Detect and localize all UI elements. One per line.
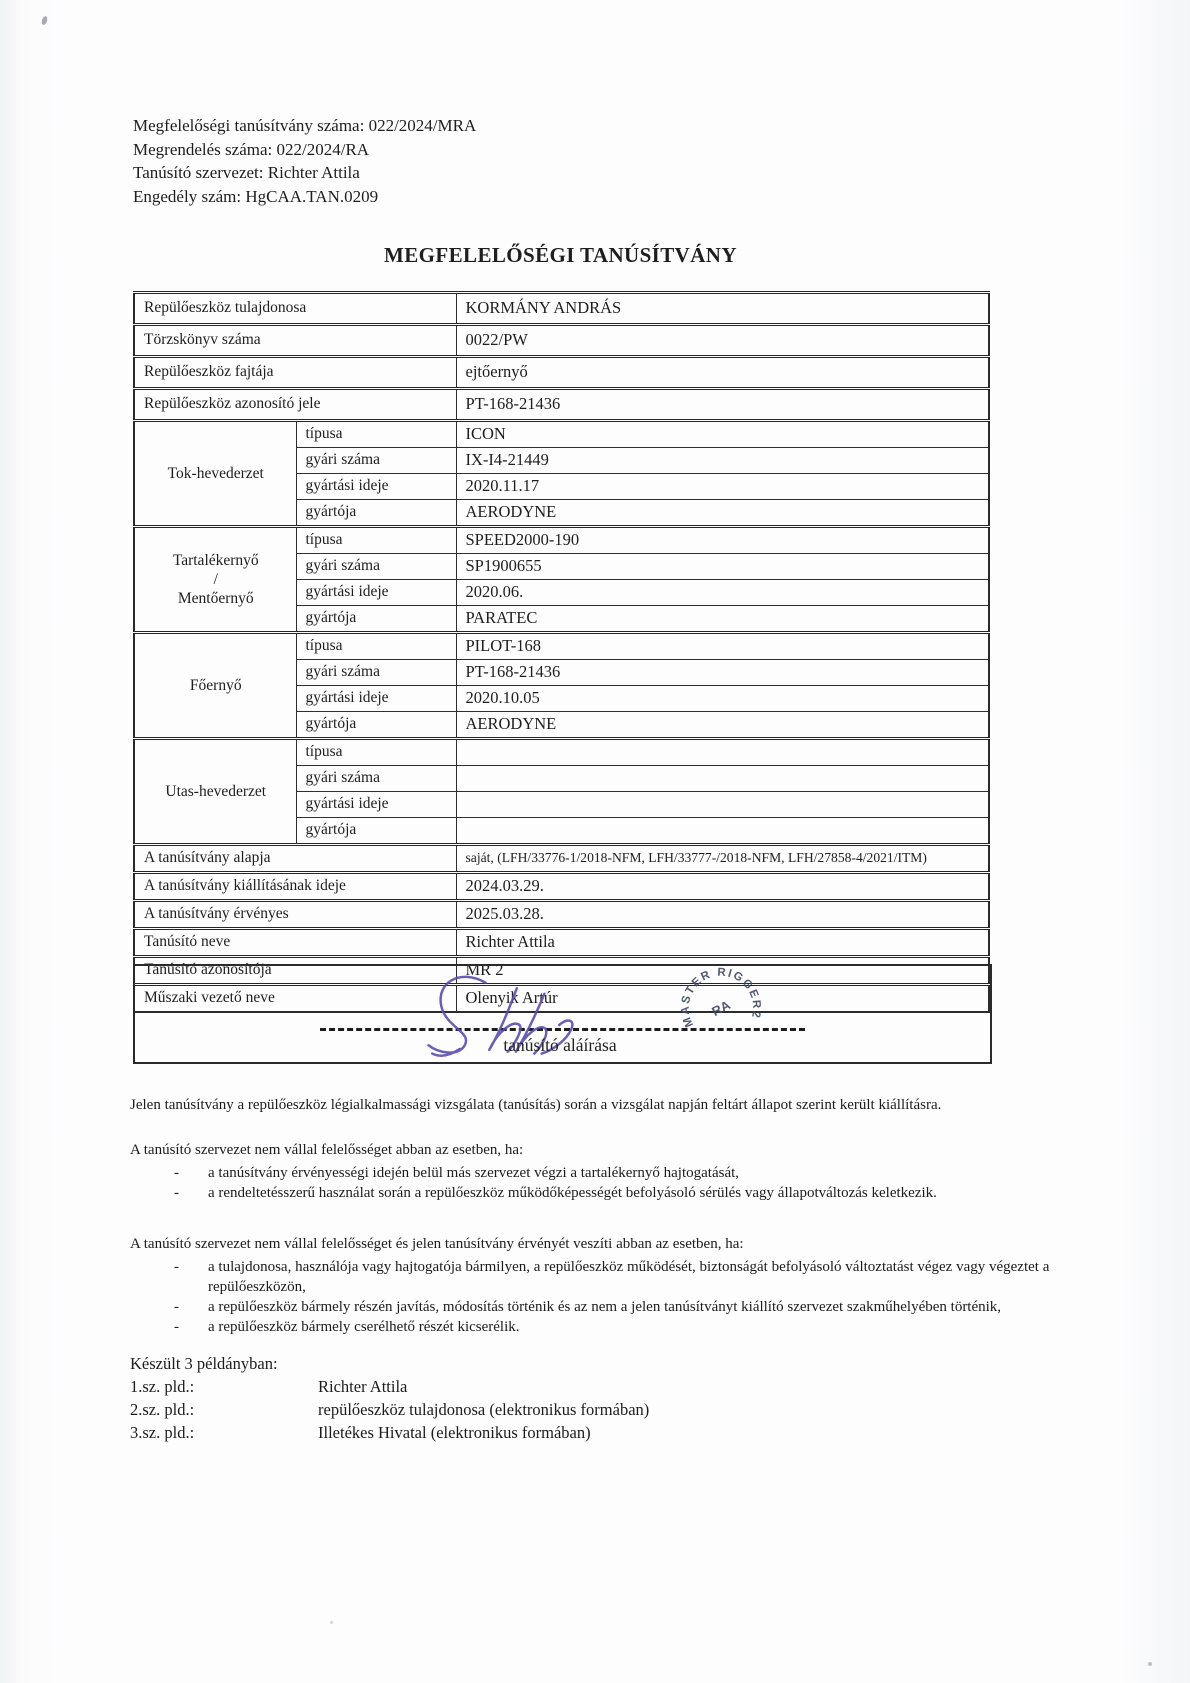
sub-label: gyári száma (296, 448, 456, 474)
disclaimer-2-item: - a repülőeszköz bármely részén javítás, módosítás történik és az nem a jelen tanúsítványt kiállító szervezet szakműhelyében történik, (130, 1297, 1065, 1317)
sub-label: gyártási ideje (296, 792, 456, 818)
sub-value: IX-I4-21449 (456, 448, 989, 474)
scan-speck (41, 15, 49, 25)
row-label: Tanúsító azonosítója (134, 957, 456, 985)
sub-value: AERODYNE (456, 712, 989, 739)
copy-row (130, 1375, 1065, 1398)
table-row (134, 527, 989, 554)
disclaimer-2-item: - a tulajdonosa, használója vagy hajtogatója bármilyen, a repülőeszköz működését, biztonságát befolyásoló változtatást végez vagy végeztet a repülőeszközön, (130, 1257, 1065, 1297)
bullet-dash: - (174, 1319, 179, 1335)
sub-label: gyártója (296, 818, 456, 845)
table-row (134, 325, 989, 357)
table-row (134, 389, 989, 421)
certificate-table (133, 291, 990, 1013)
sub-label: típusa (296, 633, 456, 660)
disclaimer-2-heading: A tanúsító szervezet nem vállal felelősséget és jelen tanúsítvány érvényét veszíti abban az esetben, ha: (130, 1236, 744, 1252)
sub-label: gyári száma (296, 554, 456, 580)
sub-value: 2020.11.17 (456, 474, 989, 500)
sub-value: PT-168-21436 (456, 660, 989, 686)
table-row (134, 845, 989, 873)
disclaimer-2-item: - a repülőeszköz bármely cserélhető részét kicserélik. (130, 1317, 1065, 1337)
sub-value: PILOT-168 (456, 633, 989, 660)
copy-value: repülőeszköz tulajdonosa (elektronikus formában) (318, 1400, 650, 1419)
sub-label: gyártója (296, 606, 456, 633)
scan-speck (330, 1621, 333, 1624)
sub-value: ICON (456, 421, 989, 448)
copy-row (130, 1398, 1065, 1421)
row-value: PT-168-21436 (456, 389, 989, 421)
sub-value: AERODYNE (456, 500, 989, 527)
sub-label: típusa (296, 527, 456, 554)
group-label (134, 633, 296, 739)
bullet-dash: - (174, 1185, 179, 1201)
certifier-org-line: Tanúsító szervezet: Richter Attila (133, 163, 360, 182)
sub-value: SPEED2000-190 (456, 527, 989, 554)
table-row (134, 293, 989, 325)
row-value: 2024.03.29. (456, 873, 989, 901)
row-label: A tanúsítvány érvényes (134, 901, 456, 929)
row-label: Törzskönyv száma (134, 325, 456, 357)
sub-value (456, 766, 989, 792)
sub-value (456, 792, 989, 818)
disclaimer-1-heading: A tanúsító szervezet nem vállal felelősséget abban az esetben, ha: (130, 1142, 524, 1158)
row-label: Műszaki vezető neve (134, 985, 456, 1013)
table-row (134, 929, 989, 957)
sub-label: típusa (296, 739, 456, 766)
rigger-stamp (675, 962, 767, 1054)
table-row (134, 873, 989, 901)
sub-value (456, 818, 989, 845)
sub-label: gyári száma (296, 766, 456, 792)
sub-value: 2020.06. (456, 580, 989, 606)
row-value: Olenyik Artúr (456, 985, 989, 1013)
disclaimer-1-item: - a tanúsítvány érvényességi idején belül más szervezet végzi a tartalékernyő hajtogatását, (130, 1163, 1065, 1183)
bullet-dash: - (174, 1299, 179, 1315)
signature-caption: tanúsító aláírása (503, 1035, 617, 1055)
table-row (134, 357, 989, 389)
copy-row (130, 1421, 1065, 1444)
row-value: MR 2 (456, 957, 989, 985)
sub-label: gyártója (296, 500, 456, 527)
sub-value: SP1900655 (456, 554, 989, 580)
group-label (134, 421, 296, 527)
row-value: Richter Attila (456, 929, 989, 957)
disclaimer-section-1 (130, 1140, 1065, 1203)
row-value: ejtőernyő (456, 357, 989, 389)
copy-value: Richter Attila (318, 1377, 408, 1396)
stamp-center-text: RA (709, 997, 733, 1020)
sub-label: gyártási ideje (296, 686, 456, 712)
bullet-dash: - (174, 1165, 179, 1181)
sub-label: gyártója (296, 712, 456, 739)
signature-box (133, 964, 992, 1064)
group-label (134, 527, 296, 633)
copy-label: 3.sz. pld.: (130, 1423, 195, 1442)
document-header (133, 114, 476, 208)
table-row (134, 739, 989, 766)
group-label-text: Tartalékernyő (172, 551, 259, 569)
row-label: A tanúsítvány kiállításának ideje (134, 873, 456, 901)
copies-heading: Készült 3 példányban: (130, 1354, 278, 1373)
group-label-text: / (213, 570, 218, 588)
sub-value (456, 739, 989, 766)
copy-label: 1.sz. pld.: (130, 1377, 195, 1396)
group-label (134, 739, 296, 845)
row-label: A tanúsítvány alapja (134, 845, 456, 873)
group-label-text: Mentőernyő (177, 589, 254, 607)
certificate-number-line: Megfelelőségi tanúsítvány száma: 022/2024/MRA (133, 116, 477, 135)
sub-value: 2020.10.05 (456, 686, 989, 712)
table-row (134, 421, 989, 448)
group-label-text: Főernyő (189, 676, 242, 694)
table-row (134, 633, 989, 660)
sub-label: típusa (296, 421, 456, 448)
copy-value: Illetékes Hivatal (elektronikus formában) (318, 1423, 591, 1442)
row-label: Tanúsító neve (134, 929, 456, 957)
group-label-text: Utas-hevederzet (165, 782, 267, 800)
row-value: 0022/PW (456, 325, 989, 357)
sub-label: gyártási ideje (296, 580, 456, 606)
copies-section (130, 1352, 1065, 1444)
row-value: saját, (LFH/33776-1/2018-NFM, LFH/33777-/2018-NFM, LFH/27858-4/2021/ITM) (456, 845, 989, 873)
disclaimer-1-item: - a rendeltetésszerű használat során a repülőeszköz működőképességét befolyásoló sérülés vagy állapotváltozás keletkezik. (130, 1183, 1065, 1203)
row-value: 2025.03.28. (456, 901, 989, 929)
permit-number-line: Engedély szám: HgCAA.TAN.0209 (133, 186, 379, 206)
group-label-text: Tok-hevederzet (167, 464, 264, 482)
sub-label: gyártási ideje (296, 474, 456, 500)
row-value: KORMÁNY ANDRÁS (456, 293, 989, 325)
sub-value: PARATEC (456, 606, 989, 633)
stamp-ring-text: MASTER RIGGER2 (679, 966, 763, 1029)
issuance-statement: Jelen tanúsítvány a repülőeszköz légialkalmassági vizsgálata (tanúsítás) során a vizsgálat napján feltárt állapot szerint került kiállításra. (130, 1097, 942, 1113)
sub-label: gyári száma (296, 660, 456, 686)
row-label: Repülőeszköz azonosító jele (134, 389, 456, 421)
scan-speck (1148, 1662, 1152, 1666)
disclaimer-section-2 (130, 1234, 1065, 1337)
row-label: Repülőeszköz tulajdonosa (134, 293, 456, 325)
row-label: Repülőeszköz fajtája (134, 357, 456, 389)
bullet-dash: - (174, 1259, 179, 1275)
copy-label: 2.sz. pld.: (130, 1400, 195, 1419)
table-row (134, 901, 989, 929)
page-title: MEGFELELŐSÉGI TANÚSÍTVÁNY (384, 243, 737, 267)
order-number-line: Megrendelés száma: 022/2024/RA (133, 139, 370, 159)
